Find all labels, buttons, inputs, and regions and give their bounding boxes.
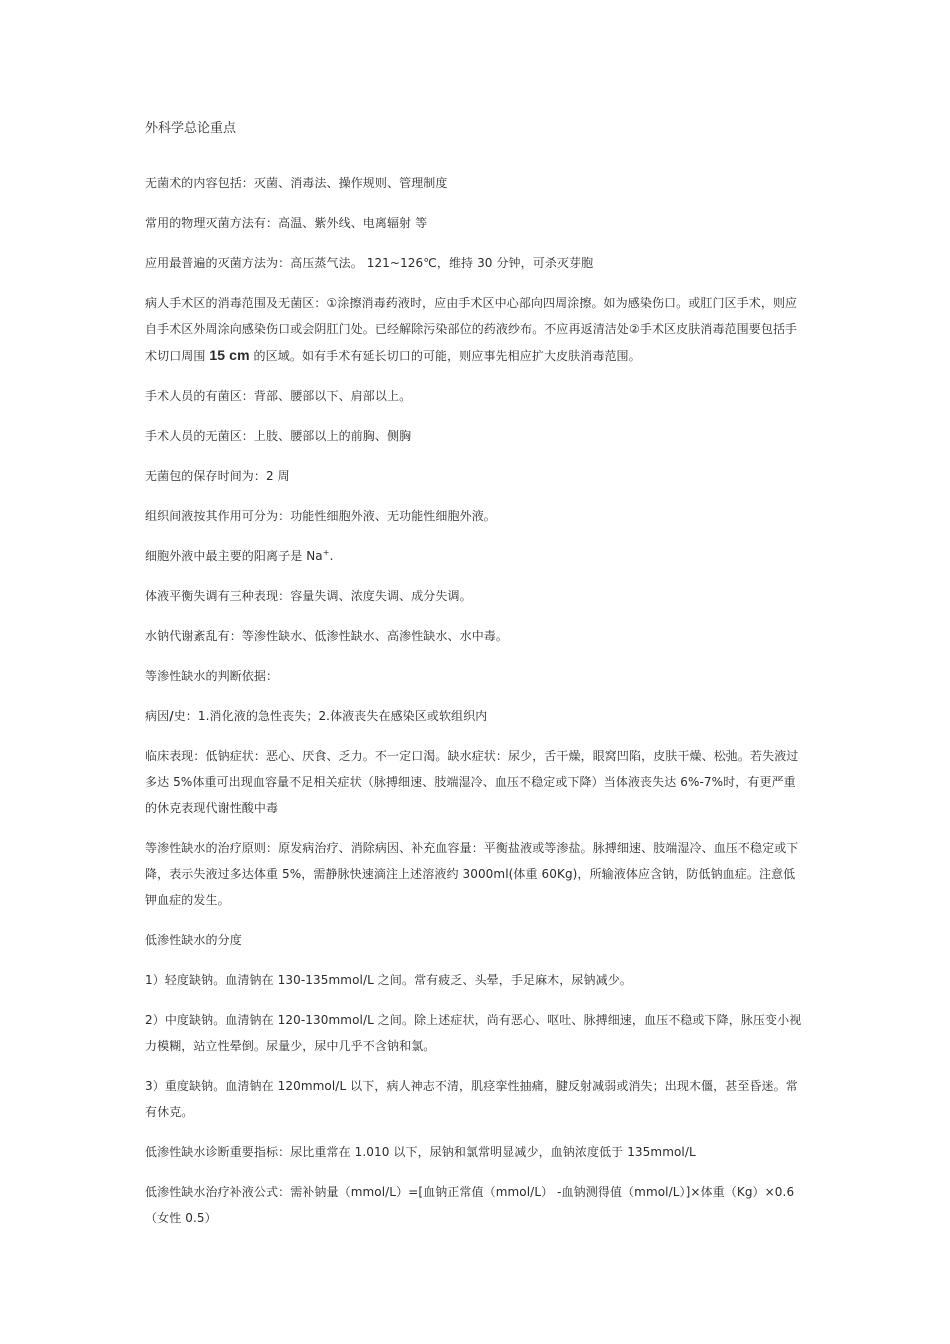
paragraph-physical-sterilization: 常用的物理灭菌方法有：高温、紫外线、电离辐射 等 <box>145 216 428 230</box>
paragraph-hypotonic-formula: 低渗性缺水治疗补液公式：需补钠量（mmol/L）=[血钠正常值（mmol/L） -血钠测得值（mmol/L）]×体重（Kg）×0.6（女性 0.5） <box>145 1185 795 1225</box>
document-page <box>145 118 805 1245</box>
cation-superscript: + <box>322 548 330 557</box>
etiology-text-a: 病因 <box>145 709 170 723</box>
paragraph-disinfection-range <box>145 290 805 369</box>
paragraph-contaminated-zone: 手术人员的有菌区：背部、腰部以下、肩部以上。 <box>145 389 412 403</box>
cation-text-b: . <box>329 549 334 563</box>
paragraph-hypotonic-diagnosis: 低渗性缺水诊断重要指标：尿比重常在 1.010 以下，尿钠和氯常明显减少，血钠浓度低于 135mmol/L <box>145 1145 696 1159</box>
paragraph-common-sterilization: 应用最普遍的灭菌方法为：高压蒸气法。 121~126℃，维持 30 分钟，可杀灭芽胞 <box>145 256 594 270</box>
paragraph-interstitial-fluid: 组织间液按其作用可分为：功能性细胞外液、无功能性细胞外液。 <box>145 509 496 523</box>
paragraph-hypotonic-grading: 低渗性缺水的分度 <box>145 933 242 947</box>
paragraph-fluid-imbalance: 体液平衡失调有三种表现：容量失调、浓度失调、成分失调。 <box>145 589 472 603</box>
disinfection-text-b: 的区域。如有手术有延长切口的可能，则应事先相应扩大皮肤消毒范围。 <box>249 349 641 363</box>
paragraph-severe-deficit: 3）重度缺钠。血清钠在 120mmol/L 以下，病人神志不清，肌痉挛性抽痛，腱反射减弱或消失；出现木僵，甚至昏迷。常有休克。 <box>145 1079 798 1119</box>
disinfection-text-a: 病人手术区的消毒范围及无菌区：①涂擦消毒药液时，应由手术区中心部向四周涂擦。如为感染伤口。或肛门区手术，则应自手术区外周涂向感染伤口或会阴肛门处。已经解除污染部位的药液纱布。不应再返清洁处②手术区皮肤消毒范围要包括手术切口周围 <box>145 296 798 363</box>
paragraph-aseptic-content: 无菌术的内容包括：灭菌、消毒法、操作规则、管理制度 <box>145 176 448 190</box>
paragraph-etiology <box>145 703 805 729</box>
paragraph-mild-deficit: 1）轻度缺钠。血清钠在 130-135mmol/L 之间。常有疲乏、头晕，手足麻木，尿钠减少。 <box>145 973 632 987</box>
paragraph-moderate-deficit: 2）中度缺钠。血清钠在 120-130mmol/L 之间。除上述症状，尚有恶心、呕吐、脉搏细速，血压不稳或下降，脉压变小视力模糊，站立性晕倒。尿量少，尿中几乎不含钠和氯。 <box>145 1013 802 1053</box>
paragraph-storage-time: 无菌包的保存时间为：2 周 <box>145 469 290 483</box>
paragraph-sodium-disorders: 水钠代谢紊乱有：等渗性缺水、低渗性缺水、高渗性缺水、水中毒。 <box>145 629 509 643</box>
etiology-slash: / <box>169 709 174 723</box>
paragraph-main-cation <box>145 543 805 569</box>
paragraph-isotonic-criteria: 等渗性缺水的判断依据： <box>145 669 279 683</box>
paragraph-sterile-zone: 手术人员的无菌区：上肢、腰部以上的前胸、侧胸 <box>145 429 412 443</box>
etiology-text-b: 史：1.消化液的急性丧失；2.体液丧失在感染区或软组织内 <box>173 709 488 723</box>
paragraph-isotonic-treatment: 等渗性缺水的治疗原则：原发病治疗、消除病因、补充血容量：平衡盐液或等渗盐。脉搏细速、肢端湿冷、血压不稳定或下降，表示失液过多达体重 5%，需静脉快速滴注上述溶液约 3000ml(体重 60Kg)，所输液体应含钠，防低钠血症。注意低钾血症的发生。 <box>145 841 799 907</box>
paragraph-clinical-signs: 临床表现：低钠症状：恶心、厌食、乏力。不一定口渴。缺水症状：尿少，舌干燥，眼窝凹陷，皮肤干燥、松弛。若失液过多达 5%体重可出现血容量不足相关症状（脉搏细速、肢端湿冷、血压不稳定或下降）当体液丧失达 6%-7%时，有更严重的休克表现代谢性酸中毒 <box>145 749 799 815</box>
document-title: 外科学总论重点 <box>145 121 237 136</box>
disinfection-bold-range: 15 cm <box>209 347 250 363</box>
cation-text-a: 细胞外液中最主要的阳离子是 Na <box>145 549 323 563</box>
